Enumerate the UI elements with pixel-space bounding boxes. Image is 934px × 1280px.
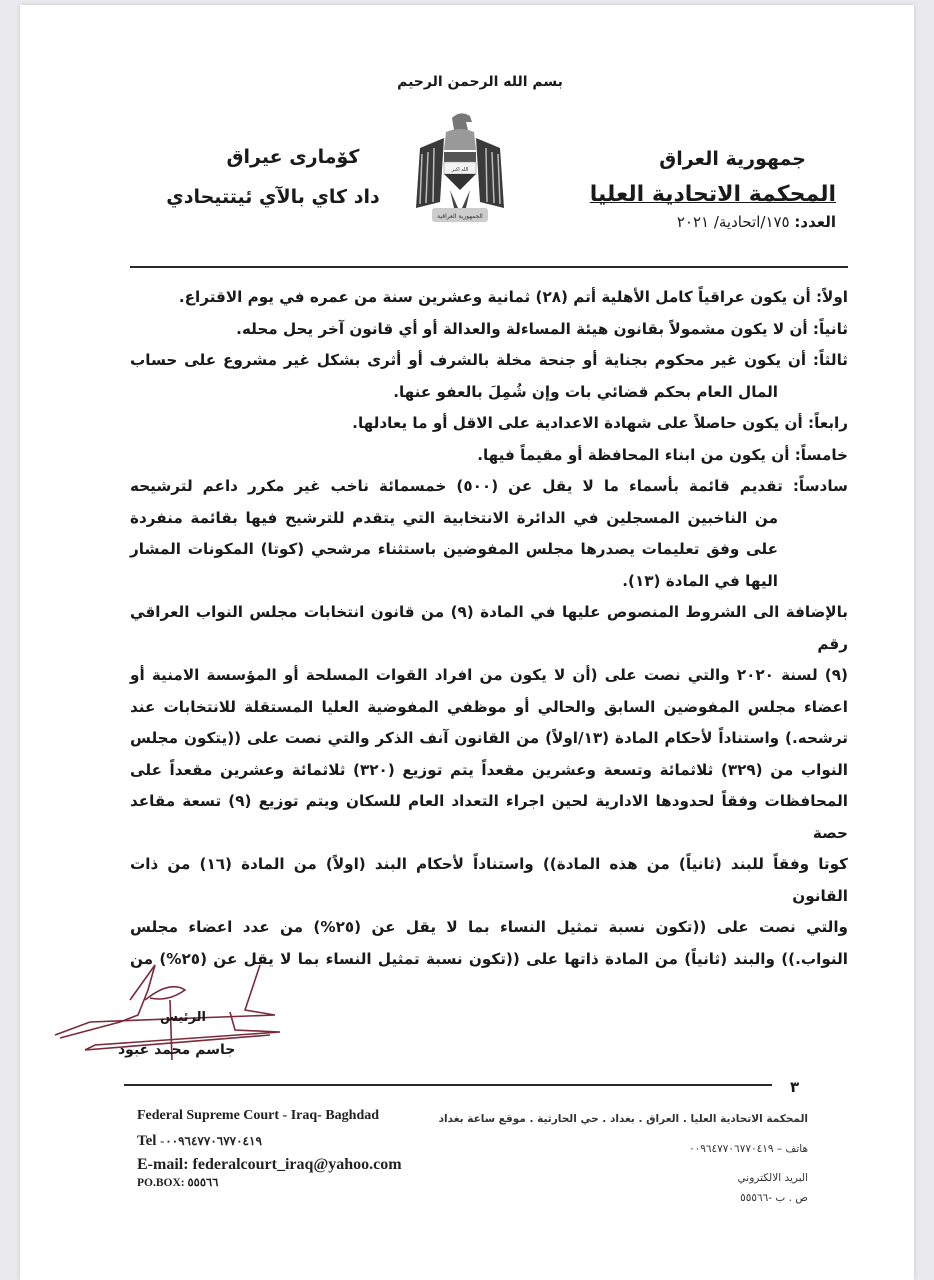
- condition-6: سادساً: تقديم قائمة بأسماء ما لا يقل عن (٥٠٠) خمسمائة ناخب غير مكرر داعم لترشيحه: [130, 477, 848, 495]
- paragraph-line-7: كوتا وفقاً للبند (ثانياً) من هذه المادة)) واستناداً لأحكام البند (اولاً) من المادة (١٦) من ذات القانون: [130, 855, 848, 905]
- court-name-kurdish: داد كاي بالآي ئيتتيحادي: [166, 186, 380, 208]
- reference-number: [590, 213, 836, 231]
- footer-arabic: [439, 1113, 808, 1204]
- emblem-label: الجمهورية العراقية: [437, 213, 483, 220]
- condition-3-cont: المال العام بحكم قضائي بات وإن شُمِلَ بالعفو عنها.: [393, 382, 778, 401]
- paragraph-line-1: بالإضافة الى الشروط المنصوص عليها في المادة (٩) من قانون انتخابات مجلس النواب العراقي رقم: [130, 603, 848, 653]
- footer-email-label: البريد الالكتروني: [737, 1172, 808, 1184]
- footer-phone: هاتف – ٠٠٩٦٤٧٧٠٦٧٧٠٤١٩: [688, 1143, 808, 1155]
- signatory-title: الرئيس: [160, 1010, 206, 1025]
- letterhead-kurdish: [148, 146, 398, 208]
- paragraph-line-3: اعضاء مجلس المفوضين السابق والحالي أو موظفي المفوضية العليا المستقلة للانتخابات عند: [130, 697, 848, 716]
- condition-6-cont-3: اليها في المادة (١٣).: [622, 571, 778, 590]
- telephone-label: Tel: [137, 1133, 157, 1149]
- document-body: [130, 282, 848, 975]
- footer-pobox: [137, 1175, 402, 1189]
- reference-value: ١٧٥/اتحادية/ ٢٠٢١: [676, 213, 790, 231]
- header-divider: [130, 266, 848, 268]
- paragraph-line-6: المحافظات وفقاً لحدودها الادارية لحين اجراء التعداد العام للسكان ويتم توزيع (٩) تسعة مقاعد حصة: [130, 792, 848, 842]
- footer-divider: [124, 1084, 772, 1086]
- condition-1: اولاً: أن يكون عراقياً كامل الأهلية أتم (٢٨) ثمانية وعشرين سنة من عمره في يوم الاقتراع.: [178, 288, 848, 306]
- signatory-name: جاسم محمد عبود: [118, 1042, 236, 1058]
- page-number: ٣: [790, 1078, 800, 1096]
- iraq-eagle-emblem-icon: [410, 108, 510, 233]
- condition-3: ثالثاً: أن يكون غير محكوم بجناية أو جنحة مخلة بالشرف أو أثرى بشكل غير مشروع على حساب: [130, 351, 848, 369]
- footer-english: [137, 1108, 402, 1189]
- footer-address: المحكمة الاتحادية العليا . العراق . بغداد . حي الحارثية . موقع ساعة بغداد: [438, 1113, 808, 1125]
- country-name-kurdish: كوٚماری عیراق: [226, 146, 360, 168]
- condition-5: خامساً: أن يكون من ابناء المحافظة أو مقيماً فيها.: [477, 445, 848, 464]
- footer-pobox-arabic: ص . ب -٥٥٥٦٦: [740, 1192, 808, 1204]
- condition-4: رابعاً: أن يكون حاصلاً على شهادة الاعدادية على الاقل أو ما يعادلها.: [352, 414, 848, 432]
- court-name: المحكمة الاتحادية العليا: [589, 182, 836, 207]
- country-name: جمهورية العراق: [659, 148, 806, 170]
- condition-6-cont-1: من الناخبين المسجلين في الدائرة الانتخابية التي يتقدم للترشيح فيها بقائمة منفردة: [130, 508, 778, 527]
- condition-2: ثانياً: أن لا يكون مشمولاً بقانون هيئة المساءلة والعدالة أو أي قانون آخر يحل محله.: [236, 319, 848, 338]
- svg-text:الله اكبر: الله اكبر: [451, 167, 469, 173]
- paragraph-line-8: والتي نصت على ((تكون نسبة تمثيل النساء بما لا يقل عن (٢٥%) من عدد اعضاء مجلس: [130, 918, 849, 936]
- reference-label: العدد:: [794, 213, 836, 231]
- condition-6-cont-2: على وفق تعليمات يصدرها مجلس المفوضين باستثناء مرشحي (كوتا) المكونات المشار: [130, 540, 778, 558]
- paragraph-line-2: (٩) لسنة ٢٠٢٠ والتي نصت على (أن لا يكون من افراد القوات المسلحة أو المؤسسة الامنية أو: [130, 666, 848, 684]
- footer-email[interactable]: E-mail: federalcourt_iraq@yahoo.com: [137, 1156, 402, 1173]
- pobox-value: ٥٥٥٦٦: [187, 1177, 219, 1189]
- paragraph-line-9: النواب.)) والبند (ثانياً) من المادة ذاتها على ((تكون نسبة تمثيل النساء بما لا يقل عن (٢٥%) من: [130, 949, 848, 968]
- paragraph-line-5: النواب من (٣٢٩) ثلاثمائة وتسعة وعشرين مقعداً يتم توزيع (٣٢٠) ثلاثمائة وعشرين مقعداً على: [130, 760, 848, 779]
- paragraph-line-4: ترشحه.) واستناداً لأحكام المادة (١٣/اولاً) من القانون آنف الذكر والتي نصت على ((يتكون مجلس: [130, 729, 848, 747]
- pobox-label: PO.BOX:: [137, 1177, 185, 1189]
- telephone-value: -٠٠٩٦٤٧٧٠٦٧٧٠٤١٩: [160, 1134, 262, 1148]
- letterhead-arabic: [590, 148, 836, 231]
- footer-telephone: [137, 1133, 402, 1150]
- bismillah-heading: بسم الله الرحمن الرحيم: [397, 74, 563, 90]
- footer-court-name: Federal Supreme Court - Iraq- Baghdad: [137, 1108, 380, 1123]
